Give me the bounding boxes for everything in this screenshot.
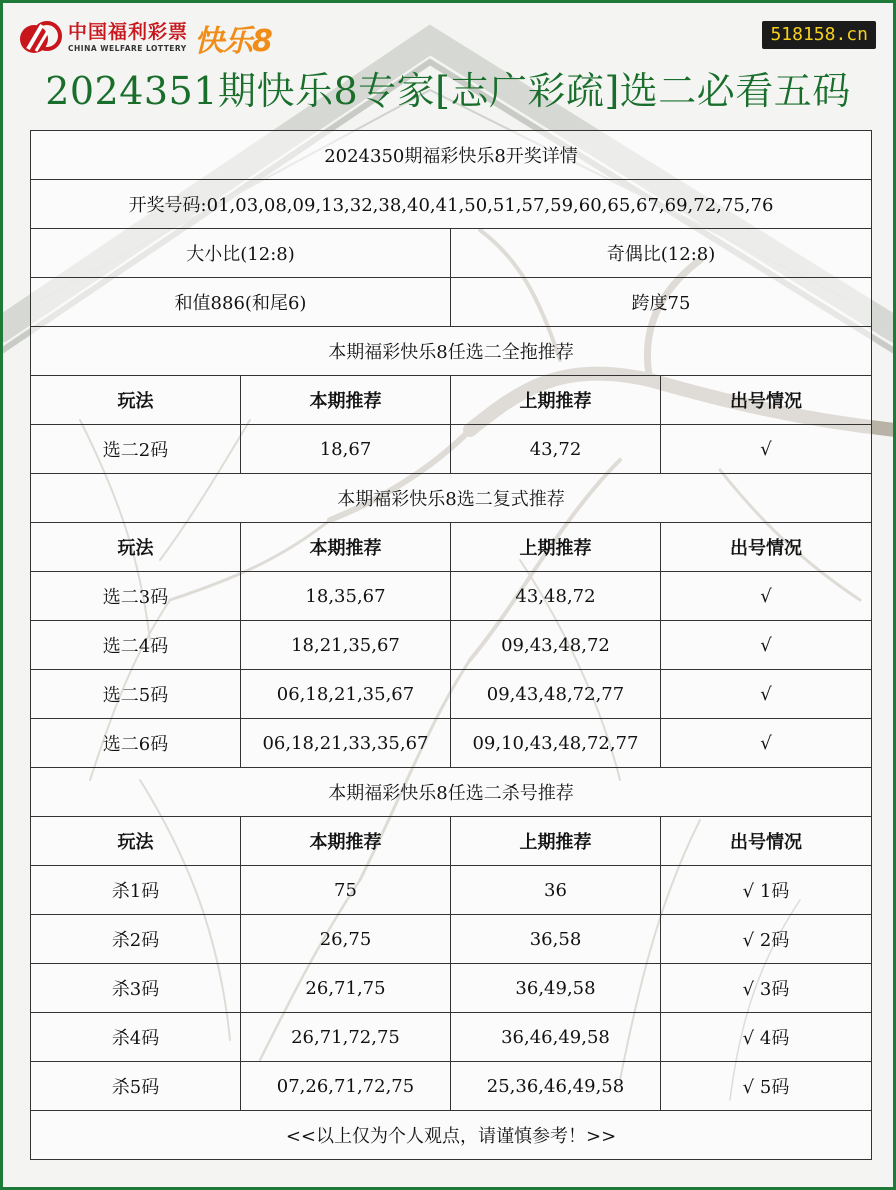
table-row: [31, 719, 872, 768]
table-row: [31, 572, 872, 621]
page-title: 2024351期快乐8专家[志广彩疏]选二必看五码: [45, 69, 851, 113]
result-cell: √: [661, 670, 872, 719]
play-cell: 选二2码: [31, 425, 241, 474]
table-row: [31, 1013, 872, 1062]
column-header: 玩法: [31, 523, 241, 572]
brand-logo: [18, 18, 272, 58]
prediction-table: [30, 130, 872, 1160]
result-cell: √: [661, 572, 872, 621]
result-cell: √: [661, 425, 872, 474]
size-ratio: 大小比(12:8): [31, 229, 451, 278]
column-header: 出号情况: [661, 376, 872, 425]
result-cell: √ 3码: [661, 964, 872, 1013]
previous-cell: 25,36,46,49,58: [451, 1062, 661, 1111]
result-cell: √ 4码: [661, 1013, 872, 1062]
current-cell: 18,67: [241, 425, 451, 474]
odd-even-ratio: 奇偶比(12:8): [451, 229, 872, 278]
section-heading-drag: 本期福彩快乐8任选二全拖推荐: [31, 327, 872, 376]
play-cell: 选二5码: [31, 670, 241, 719]
previous-cell: 09,43,48,72,77: [451, 670, 661, 719]
table-row: [31, 1062, 872, 1111]
column-header: 出号情况: [661, 817, 872, 866]
result-cell: √ 1码: [661, 866, 872, 915]
table-row: [31, 964, 872, 1013]
column-header: 本期推荐: [241, 376, 451, 425]
logo-en-text: CHINA WELFARE LOTTERY: [68, 44, 187, 54]
play-cell: 杀3码: [31, 964, 241, 1013]
play-cell: 杀2码: [31, 915, 241, 964]
play-cell: 选二4码: [31, 621, 241, 670]
previous-cell: 36: [451, 866, 661, 915]
previous-cell: 43,72: [451, 425, 661, 474]
draw-heading: 2024350期福彩快乐8开奖详情: [31, 131, 872, 180]
column-header: 玩法: [31, 817, 241, 866]
column-header: 上期推荐: [451, 817, 661, 866]
play-cell: 杀5码: [31, 1062, 241, 1111]
previous-cell: 36,58: [451, 915, 661, 964]
previous-cell: 09,43,48,72: [451, 621, 661, 670]
table-row: [31, 915, 872, 964]
current-cell: 06,18,21,33,35,67: [241, 719, 451, 768]
footer-note: <<以上仅为个人观点，请谨慎参考！>>: [31, 1111, 872, 1160]
table-row: [31, 621, 872, 670]
column-header-row: [31, 523, 872, 572]
current-cell: 26,71,72,75: [241, 1013, 451, 1062]
table-row: [31, 670, 872, 719]
section-heading-multi: 本期福彩快乐8选二复式推荐: [31, 474, 872, 523]
current-cell: 07,26,71,72,75: [241, 1062, 451, 1111]
logo-game-text: 快乐8: [194, 24, 272, 59]
result-cell: √ 2码: [661, 915, 872, 964]
play-cell: 杀1码: [31, 866, 241, 915]
result-cell: √ 5码: [661, 1062, 872, 1111]
column-header: 本期推荐: [241, 523, 451, 572]
play-cell: 杀4码: [31, 1013, 241, 1062]
cwl-logo-icon: [18, 19, 62, 57]
play-cell: 选二3码: [31, 572, 241, 621]
site-badge[interactable]: 518158.cn: [762, 21, 876, 49]
previous-cell: 43,48,72: [451, 572, 661, 621]
table-row: [31, 866, 872, 915]
sum-value: 和值886(和尾6): [31, 278, 451, 327]
current-cell: 26,71,75: [241, 964, 451, 1013]
column-header: 上期推荐: [451, 376, 661, 425]
column-header: 上期推荐: [451, 523, 661, 572]
previous-cell: 36,46,49,58: [451, 1013, 661, 1062]
current-cell: 06,18,21,35,67: [241, 670, 451, 719]
column-header: 本期推荐: [241, 817, 451, 866]
current-cell: 75: [241, 866, 451, 915]
column-header: 出号情况: [661, 523, 872, 572]
section-heading-kill: 本期福彩快乐8任选二杀号推荐: [31, 768, 872, 817]
result-cell: √: [661, 719, 872, 768]
column-header: 玩法: [31, 376, 241, 425]
result-cell: √: [661, 621, 872, 670]
current-cell: 26,75: [241, 915, 451, 964]
span-value: 跨度75: [451, 278, 872, 327]
current-cell: 18,35,67: [241, 572, 451, 621]
column-header-row: [31, 817, 872, 866]
table-row: [31, 425, 872, 474]
play-cell: 选二6码: [31, 719, 241, 768]
previous-cell: 09,10,43,48,72,77: [451, 719, 661, 768]
previous-cell: 36,49,58: [451, 964, 661, 1013]
draw-numbers: 开奖号码:01,03,08,09,13,32,38,40,41,50,51,57,59,60,65,67,69,72,75,76: [31, 180, 872, 229]
column-header-row: [31, 376, 872, 425]
current-cell: 18,21,35,67: [241, 621, 451, 670]
logo-cn-text: 中国福利彩票: [68, 21, 189, 44]
